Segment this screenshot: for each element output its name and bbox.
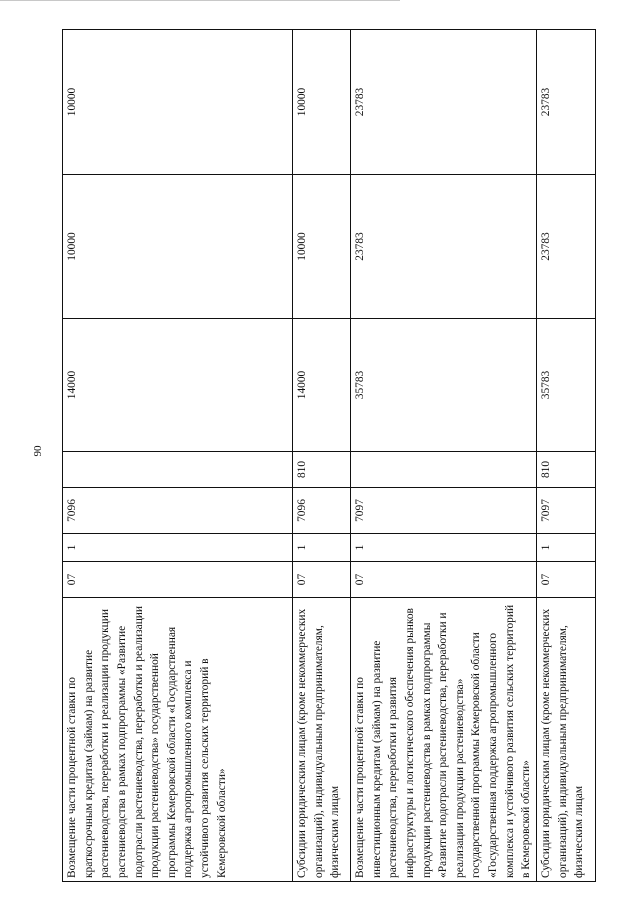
row-type (63, 452, 293, 488)
page-number: 90 (32, 445, 44, 457)
row-section: 07 (351, 562, 537, 598)
row-value-3: 10000 (293, 30, 351, 175)
budget-table (62, 29, 596, 882)
row-target: 7096 (63, 488, 293, 534)
row-value-2: 10000 (293, 175, 351, 319)
row-subsection: 1 (293, 534, 351, 562)
row-section: 07 (63, 562, 293, 598)
row-value-2: 10000 (63, 175, 293, 319)
row-value-3: 10000 (63, 30, 293, 175)
table-row (293, 30, 351, 882)
row-subsection: 1 (537, 534, 596, 562)
row-type: 810 (537, 452, 596, 488)
row-value-1: 14000 (63, 319, 293, 452)
row-value-2: 23783 (537, 175, 596, 319)
table-row (537, 30, 596, 882)
row-target: 7097 (351, 488, 537, 534)
row-value-1: 35783 (537, 319, 596, 452)
row-value-1: 35783 (351, 319, 537, 452)
row-value-1: 14000 (293, 319, 351, 452)
row-type: 810 (293, 452, 351, 488)
row-name: Возмещение части процентной ставки по краткосрочным кредитам (займам) на развитие растениеводства, переработки и реализации продукции растениеводства в рамках подпрограммы «Развитие подотрасли растениеводства, переработки и реализации продукции растениеводства» государственной программы Кемеровской области «Государственная поддержка агропромышленного комплекса и устойчивого развития сельских территорий в Кемеровской области» (63, 598, 293, 882)
row-target: 7097 (537, 488, 596, 534)
table-row (63, 30, 293, 882)
row-subsection: 1 (63, 534, 293, 562)
row-name: Субсидии юридическим лицам (кроме некоммерческих организаций), индивидуальным предпринимателям, физическим лицам (293, 598, 351, 882)
table-row (351, 30, 537, 882)
rotated-table-container (62, 30, 588, 882)
row-value-2: 23783 (351, 175, 537, 319)
row-target: 7096 (293, 488, 351, 534)
row-section: 07 (537, 562, 596, 598)
row-value-3: 23783 (537, 30, 596, 175)
row-section: 07 (293, 562, 351, 598)
row-value-3: 23783 (351, 30, 537, 175)
row-subsection: 1 (351, 534, 537, 562)
table-frame (62, 30, 588, 882)
top-rule (0, 0, 400, 1)
row-name: Возмещение части процентной ставки по инвестиционным кредитам (займам) на развитие растениеводства, переработки и развития инфраструктуры и логистического обеспечения рынков продукции растениеводства в рамках подпрограммы «Развитие подотрасли растениеводства, переработки и реализации продукции растениеводства» государственной программы Кемеровской области «Государственная поддержка агропромышленного комплекса и устойчивого развития сельских территорий в Кемеровской области» (351, 598, 537, 882)
row-type (351, 452, 537, 488)
row-name: Субсидии юридическим лицам (кроме некоммерческих организаций), индивидуальным предпринимателям, физическим лицам (537, 598, 596, 882)
